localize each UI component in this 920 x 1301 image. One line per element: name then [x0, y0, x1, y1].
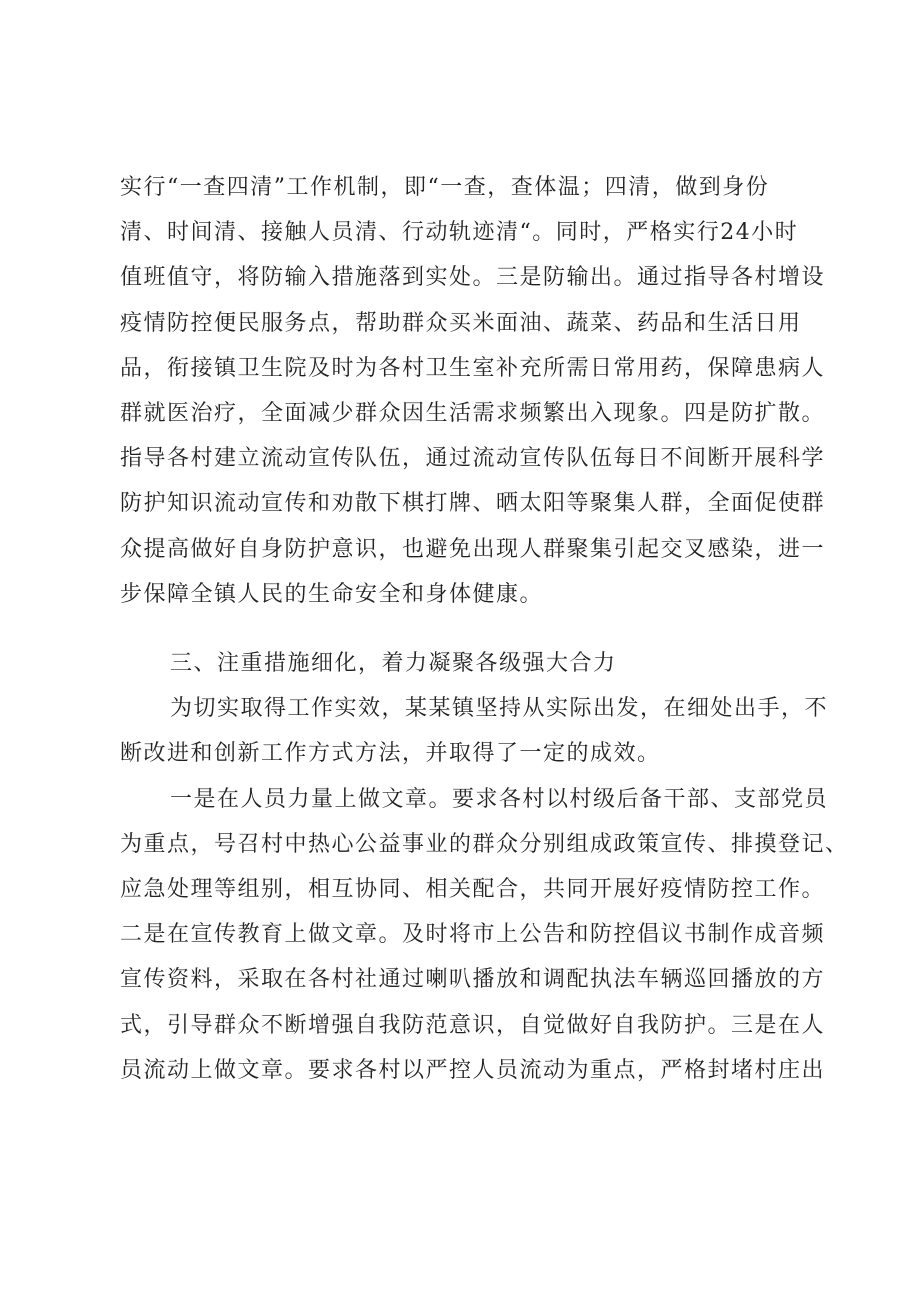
text-line: 断改进和创新工作方式方法，并取得了一定的成效。: [120, 741, 661, 767]
text-line: 二是在宣传教育上做文章。及时将市上公告和防控倡议书制作成音频: [120, 922, 826, 948]
text-line: 应急处理等组别，相互协同、相关配合，共同开展好疫情防控工作。: [120, 876, 826, 902]
section-3: [120, 641, 849, 1093]
text-line: 式，引导群众不断增强自我防范意识，自觉做好自我防护。三是在人: [120, 1012, 826, 1038]
text-line: 值班值守，将防输入措施落到实处。三是防输出。通过指导各村增设: [120, 265, 826, 291]
text-line: 实行“一查四清”工作机制，即“一查，查体温；四清，做到身份: [120, 175, 770, 200]
text-line: 一是在人员力量上做文章。要求各村以村级后备干部、支部党员: [170, 786, 829, 812]
text-line: 品，衔接镇卫生院及时为各村卫生室补充所需日常用药，保障患病人: [120, 355, 826, 381]
text-line: 群就医治疗，全面减少群众因生活需求频繁出入现象。四是防扩散。: [120, 400, 826, 426]
text-line: 疫情防控便民服务点，帮助群众买米面油、蔬菜、药品和生活日用: [120, 310, 802, 336]
text-line: 防护知识流动宣传和劝散下棋打牌、晒太阳等聚集人群，全面促使群: [120, 491, 826, 517]
text-line: 为切实取得工作实效，某某镇坚持从实际出发，在细处出手，不: [170, 696, 829, 722]
text-line: 员流动上做文章。要求各村以严控人员流动为重点，严格封堵村庄出: [120, 1057, 826, 1083]
text-line: 众提高做好自身防护意识，也避免出现人群聚集引起交叉感染，进一: [120, 536, 826, 562]
text-line: 为重点，号召村中热心公益事业的群众分别组成政策宣传、排摸登记、: [120, 831, 849, 857]
section-heading: 三、注重措施细化，着力凝聚各级强大合力: [170, 651, 617, 676]
text-line: 宣传资料，采取在各村社通过喇叭播放和调配执法车辆巡回播放的方: [120, 967, 826, 993]
text-line: 指导各村建立流动宣传队伍，通过流动宣传队伍每日不间断开展科学: [120, 446, 826, 472]
text-line: 清、时间清、接触人员清、行动轨迹清“。同时，严格实行24小时: [120, 220, 799, 246]
paragraph-1: [120, 165, 826, 617]
text-line: 步保障全镇人民的生命安全和身体健康。: [120, 581, 544, 607]
